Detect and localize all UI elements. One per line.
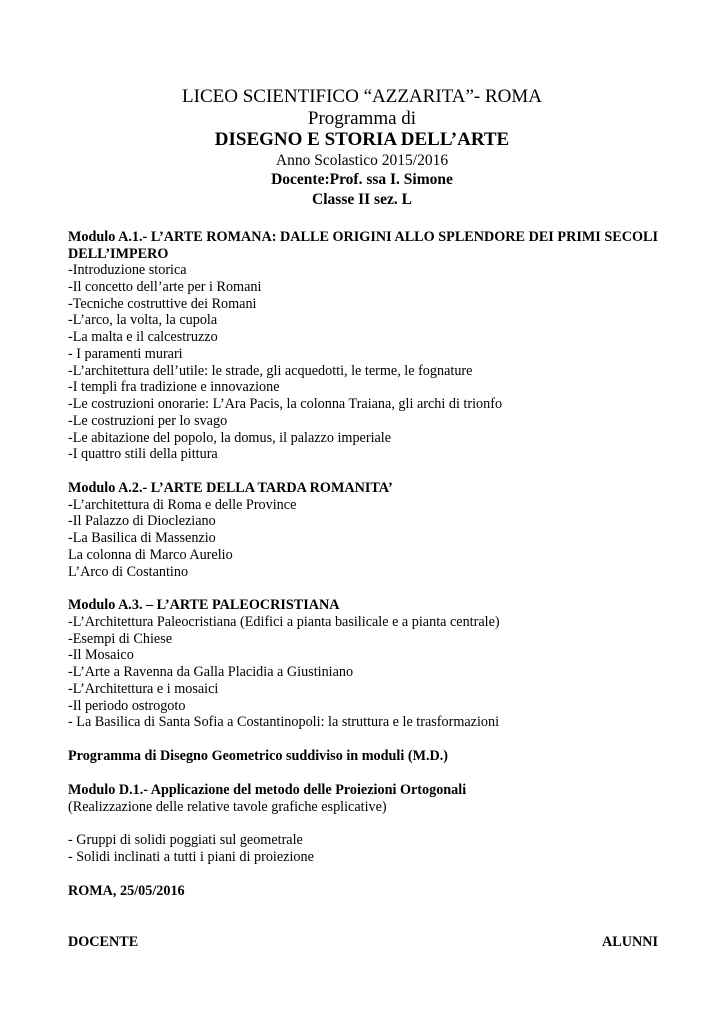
programma-label: Programma di xyxy=(307,108,417,129)
list-item: -La malta e il calcestruzzo xyxy=(68,329,218,345)
module-note: (Realizzazione delle relative tavole grafiche esplicative) xyxy=(68,798,387,815)
geometry-program xyxy=(68,748,658,765)
list-item: -Il periodo ostrogoto xyxy=(68,697,186,714)
list-item: -L’Architettura e i mosaici xyxy=(68,680,219,697)
list-item: -Introduzione storica xyxy=(68,262,187,278)
school-name: LICEO SCIENTIFICO “AZZARITA”- ROMA xyxy=(182,86,542,107)
list-item: -L’Architettura Paleocristiana (Edifici a pianta basilicale e a pianta centrale) xyxy=(68,613,500,630)
list-item: - Gruppi di solidi poggiati sul geometrale xyxy=(68,832,303,849)
list-item: -L’arco, la volta, la cupola xyxy=(68,312,218,329)
list-item: -L’architettura dell’utile: le strade, gli acquedotti, le terme, le fognature xyxy=(68,362,473,379)
signature-students: ALUNNI xyxy=(602,934,658,950)
module-a2 xyxy=(68,480,658,580)
list-item: - I paramenti murari xyxy=(68,345,183,362)
date-line: ROMA, 25/05/2016 xyxy=(68,882,185,899)
subject-title: DISEGNO E STORIA DELL’ARTE xyxy=(214,129,510,150)
module-d1 xyxy=(68,782,658,866)
module-title: Modulo A.1.- L’ARTE ROMANA: DALLE ORIGINI ALLO SPLENDORE DEI PRIMI SECOLI DELL’IMPERO xyxy=(68,229,658,262)
list-item: -Le abitazione del popolo, la domus, il palazzo imperiale xyxy=(68,429,392,446)
school-year: Anno Scolastico 2015/2016 xyxy=(275,152,449,169)
list-item: -La Basilica di Massenzio xyxy=(68,530,216,546)
list-item: -Esempi di Chiese xyxy=(68,630,173,647)
list-item: - La Basilica di Santa Sofia a Costantinopoli: la struttura e le trasformazioni xyxy=(68,714,500,731)
module-title: Modulo A.3. – L’ARTE PALEOCRISTIANA xyxy=(68,597,340,614)
module-a3 xyxy=(68,597,658,731)
list-item: -Il Mosaico xyxy=(68,647,134,664)
list-item: -I quattro stili della pittura xyxy=(68,446,218,463)
geometry-program-title: Programma di Disegno Geometrico suddiviso in moduli (M.D.) xyxy=(68,748,449,764)
list-item: -Le costruzioni onorarie: L’Ara Pacis, la colonna Traiana, gli archi di trionfo xyxy=(68,396,503,412)
class-label: Classe II sez. L xyxy=(312,191,412,208)
spacer xyxy=(68,815,658,832)
list-item: -L’architettura di Roma e delle Province xyxy=(68,496,297,513)
signature-teacher: DOCENTE xyxy=(68,934,139,950)
list-item: -Le costruzioni per lo svago xyxy=(68,412,228,429)
list-item: L’Arco di Costantino xyxy=(68,563,189,580)
teacher-name: Docente:Prof. ssa I. Simone xyxy=(271,171,453,188)
module-title: Modulo A.2.- L’ARTE DELLA TARDA ROMANITA’ xyxy=(68,480,393,496)
module-a1 xyxy=(68,229,658,463)
module-title: Modulo D.1.- Applicazione del metodo delle Proiezioni Ortogonali xyxy=(68,781,467,798)
list-item: La colonna di Marco Aurelio xyxy=(68,546,233,563)
document-body xyxy=(68,229,658,917)
document-header xyxy=(0,85,724,210)
list-item: -L’Arte a Ravenna da Galla Placidia a Giustiniano xyxy=(68,664,354,680)
date-block xyxy=(68,883,658,900)
list-item: -Tecniche costruttive dei Romani xyxy=(68,295,257,312)
list-item: -Il concetto dell’arte per i Romani xyxy=(68,278,262,295)
list-item: - Solidi inclinati a tutti i piani di proiezione xyxy=(68,849,314,865)
list-item: -I templi fra tradizione e innovazione xyxy=(68,379,280,396)
list-item: -Il Palazzo di Diocleziano xyxy=(68,513,216,530)
